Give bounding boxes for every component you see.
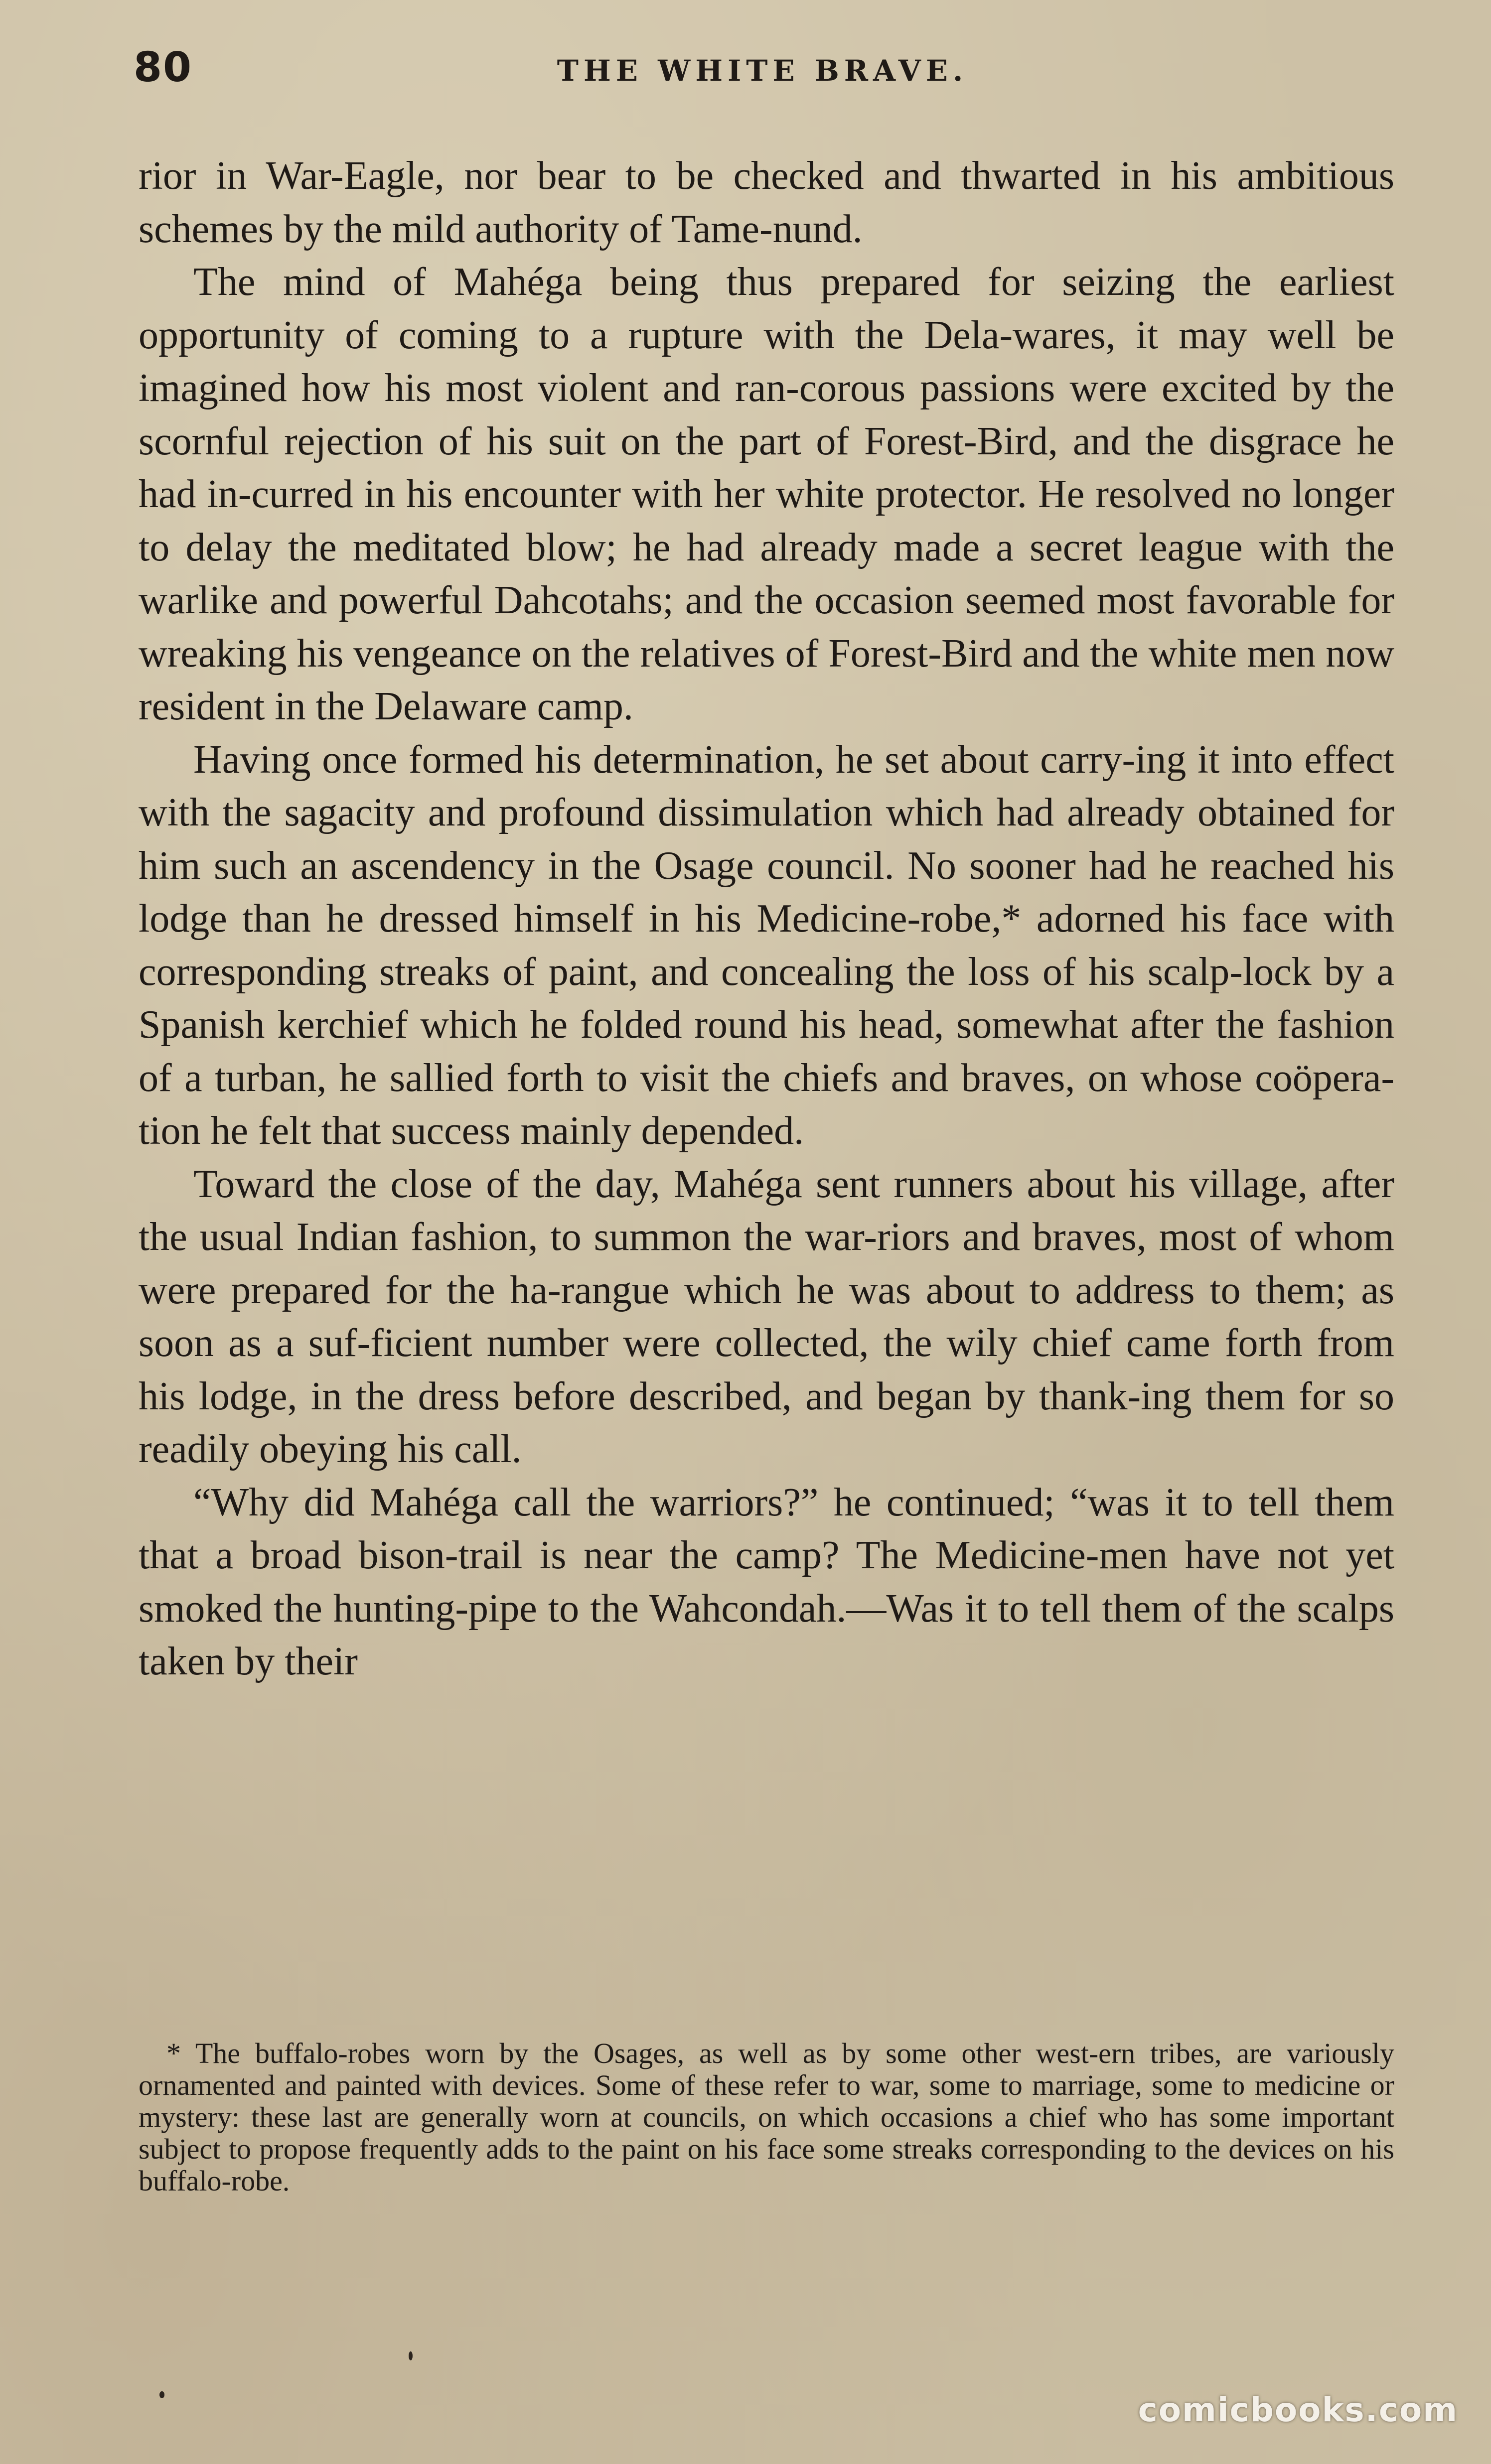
paragraph: Toward the close of the day, Mahéga sent runners about his village, after the usual Indian fashion, to summon the war-riors and braves, most of whom were prepared for the ha-rangue which he was about to address to them; as soon as a suf-ficient number were collected, the wily chief came forth from his lodge, in the dress before described, and began by thank-ing them for so readily obeying his call.	[139, 1162, 1394, 1471]
footnote-text: * The buffalo-robes worn by the Osages, as well as by some other west-ern tribes, are variously ornamented and painted with devices. Some of these refer to war, some to marriage, some to medicine or mystery: these last are generally worn at councils, on which occasions a chief who has some important subject to propose frequently adds to the paint on his face some streaks corresponding to the devices on his buffalo-robe.	[139, 2037, 1394, 2197]
page-header	[134, 44, 1391, 104]
ink-speck	[159, 2391, 164, 2398]
body-text	[139, 149, 1394, 1688]
footnote	[139, 2038, 1394, 2197]
paragraph: rior in War-Eagle, nor bear to be checked and thwarted in his ambitious schemes by the mild authority of Tame-nund.	[139, 154, 1394, 251]
paragraph: “Why did Mahéga call the warriors?” he continued; “was it to tell them that a broad bison-trail is near the camp? The Medicine-men have not yet smoked the hunting-pipe to the Wahcondah.—Was it to tell them of the scalps taken by their	[139, 1480, 1394, 1683]
paragraph: Having once formed his determination, he set about carry-ing it into effect with the sagacity and profound dissimulation which had already obtained for him such an ascendency in the Osage council. No sooner had he reached his lodge than he dressed himself in his Medicine-robe,* adorned his face with corresponding streaks of paint, and concealing the loss of his scalp-lock by a Spanish kerchief which he folded round his head, somewhat after the fashion of a turban, he sallied forth to visit the chiefs and braves, on whose coöpera-tion he felt that success mainly depended.	[139, 737, 1394, 1153]
page-number: 80	[134, 44, 193, 91]
watermark: comicbooks.com	[1138, 2391, 1458, 2429]
ink-speck	[409, 2351, 413, 2360]
running-title: THE WHITE BRAVE.	[557, 54, 968, 88]
paragraph: The mind of Mahéga being thus prepared for seizing the earliest opportunity of coming to a rupture with the Dela-wares, it may well be imagined how his most violent and ran-corous passions were excited by the scornful rejection of his suit on the part of Forest-Bird, and the disgrace he had in-curred in his encounter with her white protector. He resolved no longer to delay the meditated blow; he had already made a secret league with the warlike and powerful Dahcotahs; and the occasion seemed most favorable for wreaking his vengeance on the relatives of Forest-Bird and the white men now resident in the Delaware camp.	[139, 260, 1394, 728]
